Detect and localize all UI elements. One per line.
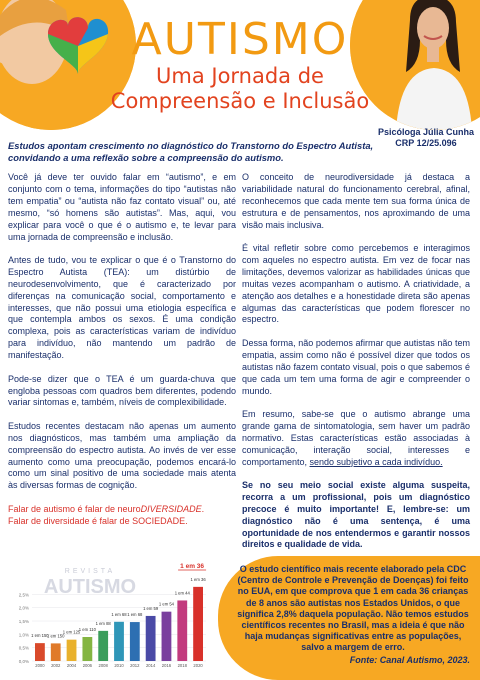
- chart-y-tick-label: 1,5%: [18, 619, 29, 624]
- chart-highlight-label: 1 em 36: [180, 563, 205, 570]
- chart-x-tick-label: 2002: [51, 663, 61, 668]
- page-subtitle-line2: Compreensão e Inclusão: [110, 89, 370, 113]
- chart-bar: [35, 643, 45, 661]
- chart-bar: [146, 616, 156, 661]
- chart-bar-value-label: 1 em 68: [127, 612, 143, 618]
- chart-bar: [114, 622, 124, 661]
- chart-bar-value-label: 1 em 150: [46, 633, 65, 639]
- chart-bar-value-label: 1 em 68: [111, 611, 127, 617]
- paragraph: O conceito de neurodiversidade já destaca a variabilidade natural do funcionamento cerebral, afinal, reconhecemos que cada mente tem sua forma única de estrutura e de pensamentos, nos aproximando de uma visão mais inclusiva.: [242, 172, 470, 230]
- chart-x-tick-label: 2008: [98, 663, 108, 668]
- psychologist-crp: CRP 12/25.096: [395, 138, 457, 148]
- cdc-study-box: [218, 556, 480, 680]
- chart-bar-value-label: 1 em 59: [143, 605, 159, 611]
- chart-x-tick-label: 2020: [193, 663, 203, 668]
- cdc-study-source: Fonte: Canal Autismo, 2023.: [349, 654, 470, 665]
- chart-bar-value-label: 1 em 44: [174, 590, 190, 596]
- chart-bar-value-label: 1 em 150: [31, 633, 49, 639]
- chart-y-tick-label: 2,0%: [18, 605, 29, 611]
- prevalence-chart-svg: [6, 559, 214, 677]
- chart-x-tick-label: 2010: [114, 663, 124, 668]
- paragraph-underlined: sendo subjetivo a cada indivíduo.: [309, 456, 443, 467]
- header: [0, 0, 480, 148]
- slogan-diversity-prefix: Falar de autismo é falar de neuro: [8, 503, 141, 514]
- chart-y-tick-label: 0,5%: [18, 645, 29, 651]
- chart-bar-value-label: 1 em 36: [190, 576, 206, 582]
- paragraph: Você já deve ter ouvido falar em “autismo”, e em conjunto com o tema, informações do tipo “autistas não tem empatia” ou “autista não faz contato visual” ou, até mesmo, “só homens são autistas”. Mas, aqui, vou explicar para você o que é o autismo e, te levar para uma jornada de compreensão e inclusão.: [8, 172, 236, 242]
- chart-bar: [82, 637, 92, 661]
- chart-bar: [177, 600, 187, 661]
- paragraph: É vital refletir sobre como percebemos e interagimos com aqueles no espectro autista. Em vez de focar nas limitações, devemos valorizar as habilidades únicas que muitas vezes acompanham o autismo. A criatividade, a atenção aos detalhes e a honestidade direta são apenas algumas das características que podem florescer no espectro.: [242, 243, 470, 325]
- slogan-diversity: [8, 504, 236, 516]
- paragraph: Pode-se dizer que o TEA é um guarda-chuva que engloba pessoas com quadros bem diferentes, podendo variar sintomas e, também, níveis de complexibilidade.: [8, 373, 236, 408]
- chart-bar-value-label: 1 em 125: [62, 629, 81, 635]
- chart-y-tick-label: 0,0%: [18, 659, 29, 664]
- page-subtitle-line1: Uma Jornada de: [156, 64, 324, 88]
- chart-x-tick-label: 2006: [82, 663, 93, 668]
- paragraph: Dessa forma, não podemos afirmar que autistas não tem empatia, assim como não é possível dizer que todos os autistas não fazem contato visual, pois o que sabemos é que cada um tem uma forma de agir e compreender o mundo.: [242, 337, 470, 396]
- left-column: [8, 172, 236, 528]
- chart-bar: [98, 631, 108, 661]
- chart-x-tick-label: 2016: [161, 663, 172, 668]
- psychologist-credit: [378, 127, 474, 149]
- psychologist-name: Psicóloga Júlia Cunha: [377, 127, 474, 137]
- prevalence-chart: [6, 559, 214, 677]
- cdc-study-text: O estudo científico mais recente elaborado pela CDC (Centro de Controle e Prevenção de Doenças) foi feito no EUA, em que comprova que 1 em cada 36 crianças de 8 anos são autistas nos Estados Unidos, o que significa 2,8% daquela população. Não temos estudos científicos recentes no Brasil, mas a ideia é que não haja mudanças significativas entre as populações, salvo a margem de erro.: [237, 564, 469, 653]
- chart-brand-top: REVISTA: [64, 568, 116, 575]
- paragraph: [242, 409, 470, 469]
- chart-bar-value-label: 1 em 110: [78, 627, 96, 632]
- chart-bar-value-label: 1 em 54: [158, 601, 175, 607]
- page-title: AUTISMO: [131, 14, 349, 65]
- intro-lead: Estudos apontam crescimento no diagnóstico do Transtorno do Espectro Autista, convidando a uma reflexão sobre a compreensão do autismo.: [8, 140, 374, 163]
- chart-x-tick-label: 2012: [130, 663, 140, 668]
- right-column: [242, 172, 470, 563]
- paragraph: Estudos recentes destacam não apenas um aumento nos diagnósticos, mas também uma ampliação da compreensão do espectro autista. Ao invés de ver esse aumento como uma preocupação, podemos encará-lo como um sinal positivo de uma sociedade mais atenta às diversas formas de cognição.: [8, 420, 236, 491]
- chart-bar: [130, 622, 140, 661]
- slogan-society: Falar de diversidade é falar de SOCIEDADE.: [8, 515, 188, 526]
- paragraph-text: Em resumo, sabe-se que o autismo abrange uma grande gama de sintomatologia, sem haver um padrão normativo. Estas características estão associadas à comunicação, interação social, interesses e comportamento,: [242, 408, 470, 467]
- slogan-diversity-suffix: .: [201, 503, 205, 514]
- paragraph: Antes de tudo, vou te explicar o que é o Transtorno do Espectro Autista (TEA): um distúrbio de neurodesenvolvimento, que é caracterizado por diferenças na comunicação social, comportamento e interesses, que não possui uma etiologia específica e que contempla ambos os sexos. É uma condição complexa, pois as características variam de indivíduo para indivíduo, não mantendo um padrão de manifestação.: [8, 254, 236, 361]
- chart-x-tick-label: 2018: [177, 663, 187, 668]
- chart-x-tick-label: 2004: [66, 663, 77, 668]
- chart-brand-main: AUTISMO: [43, 576, 137, 598]
- chart-bar: [67, 640, 77, 661]
- chart-x-tick-label: 2014: [145, 663, 156, 668]
- chart-y-tick-label: 2,5%: [18, 592, 29, 598]
- slogan-diversity-emphasis: DIVERSIDADE: [140, 503, 202, 514]
- chart-bar: [193, 587, 203, 661]
- chart-bar-value-label: 1 em 88: [95, 620, 111, 626]
- chart-bar: [162, 612, 172, 661]
- chart-y-tick-label: 1,0%: [18, 632, 29, 638]
- paragraph: Se no seu meio social existe alguma suspeita, recorra a um profissional, pois um diagnóstico precoce é muito importante! E, lembre-se: um diagnóstico não é uma sentença, é uma oportunidade de nos entendermos e garantir nossos direitos e qualidade de vida.: [242, 479, 470, 550]
- chart-bar: [51, 643, 61, 661]
- chart-x-tick-label: 2000: [35, 663, 45, 668]
